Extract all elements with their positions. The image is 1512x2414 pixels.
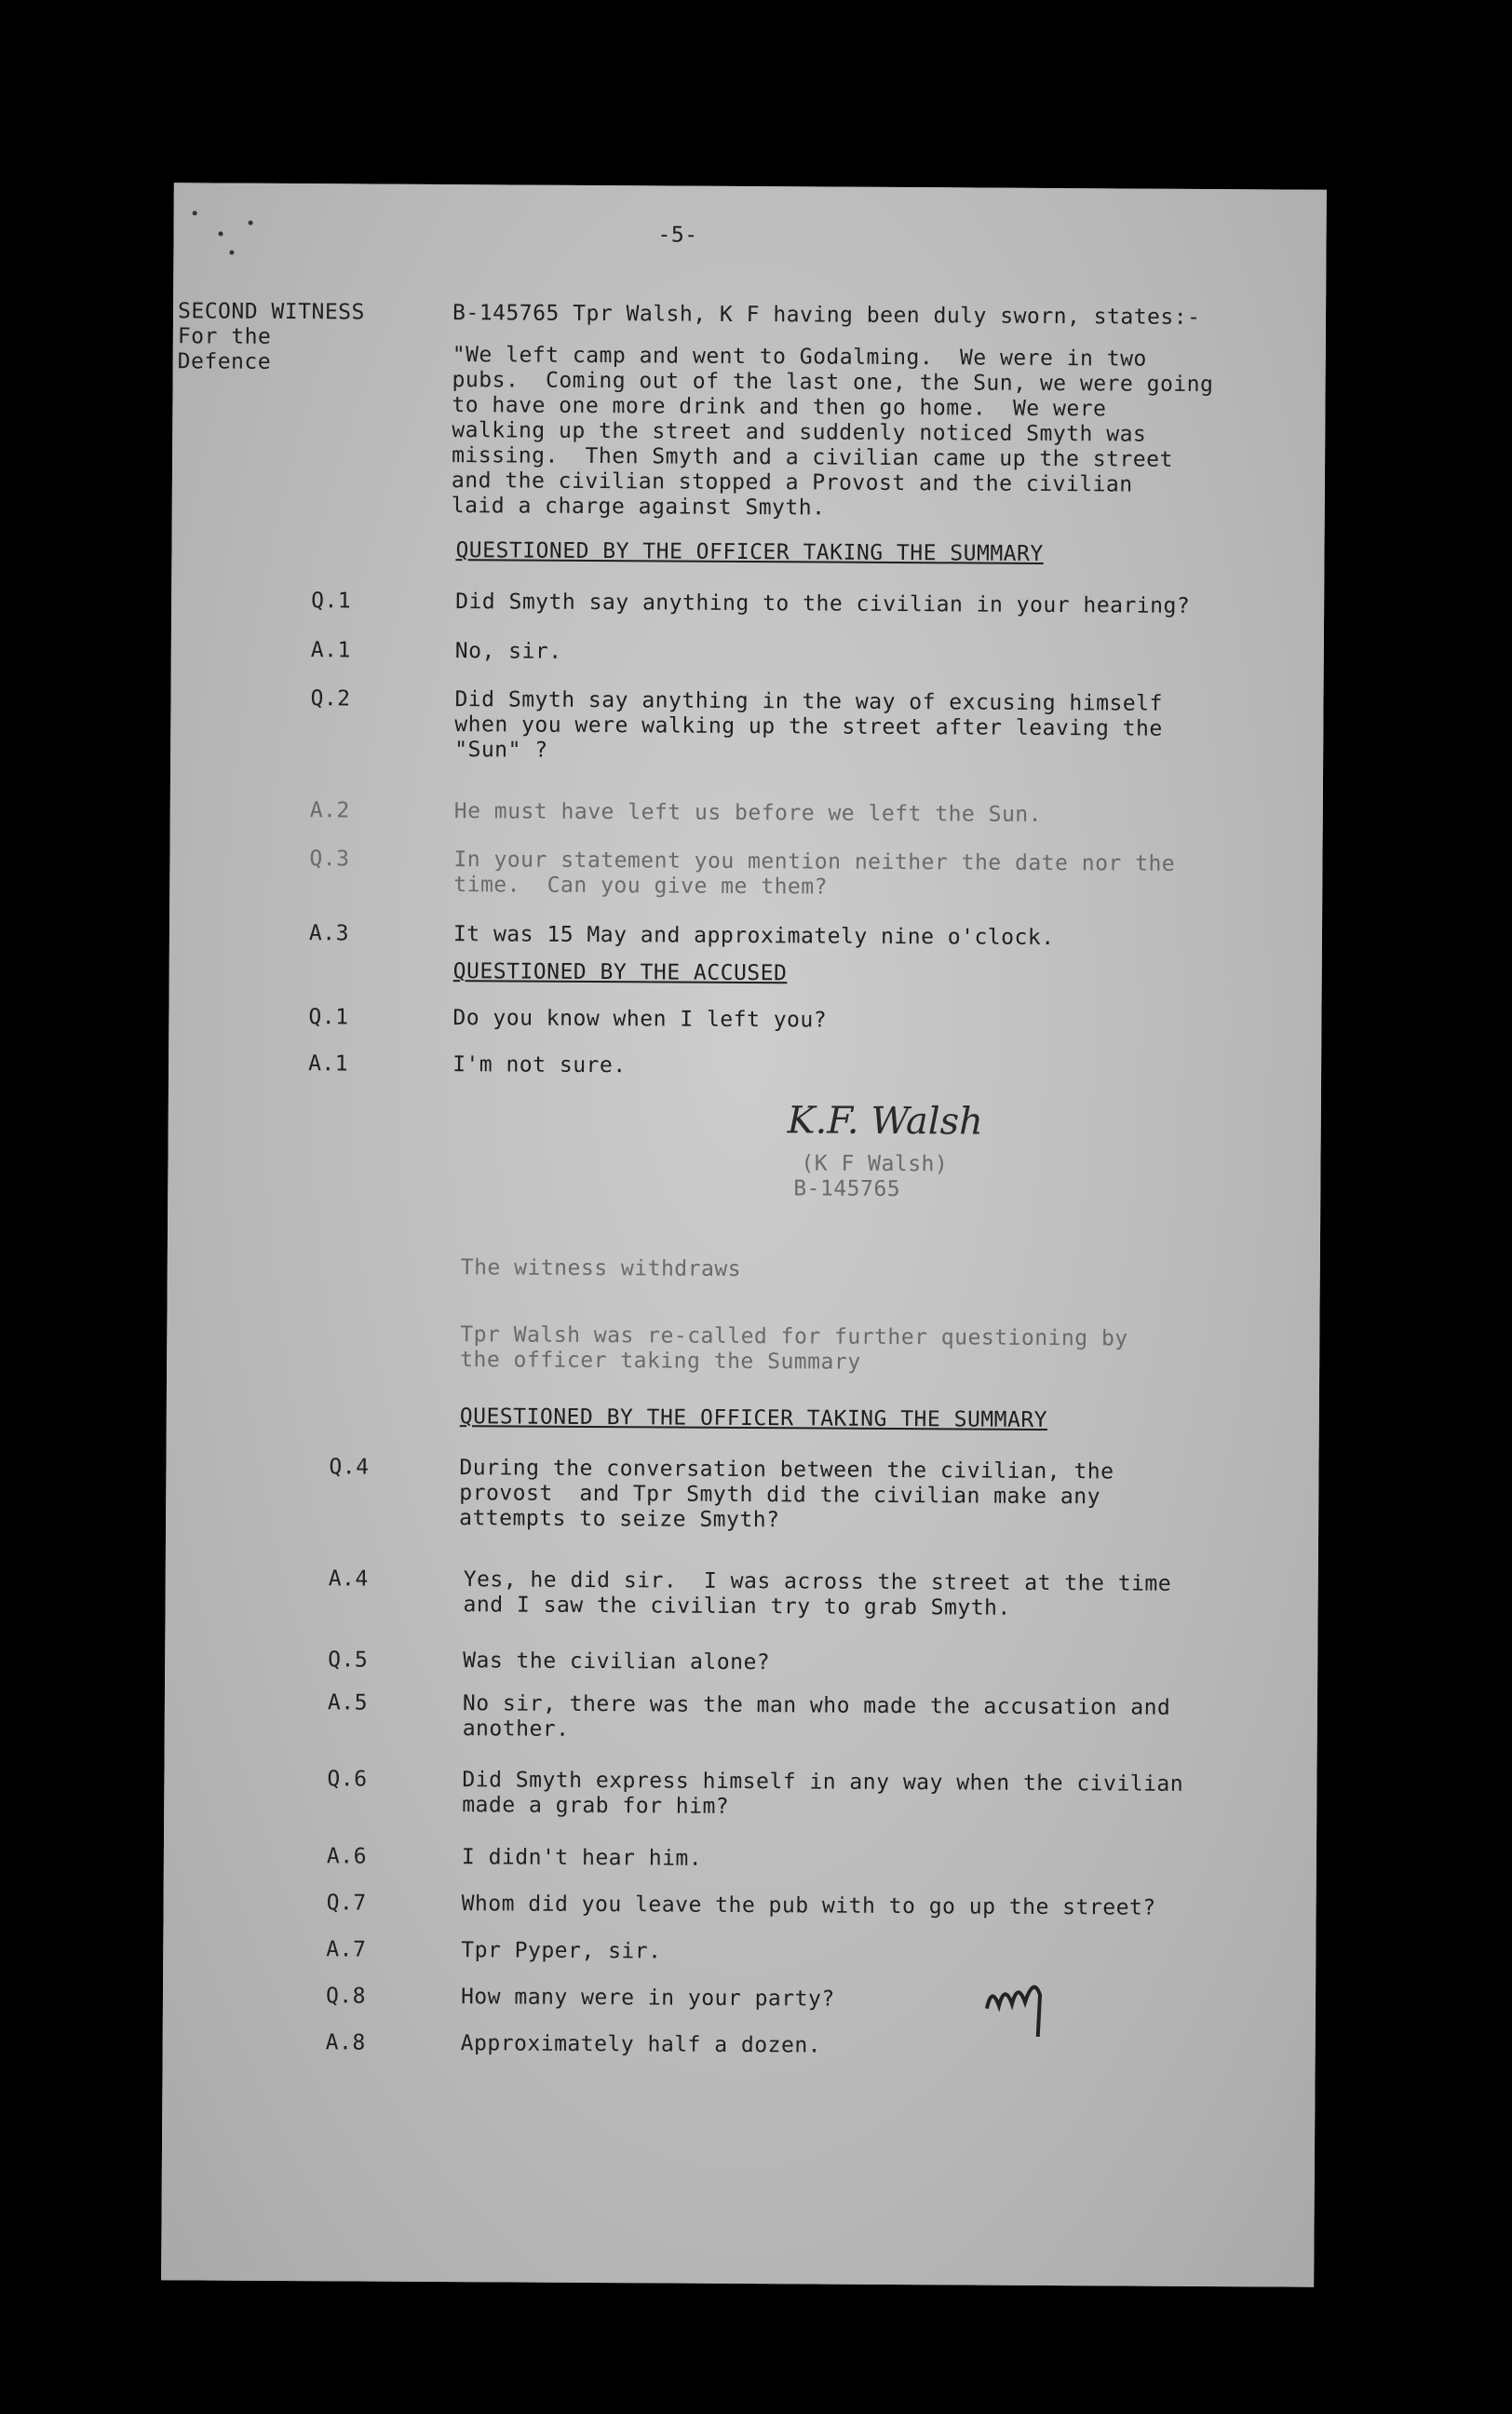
handwritten-signature: K.F. Walsh — [787, 1099, 984, 1144]
qa-label: Q.1 — [311, 589, 352, 614]
statement-line: walking up the street and suddenly noticed Smyth was — [452, 418, 1147, 447]
witness-intro: B-145765 Tpr Walsh, K F having been duly sworn, states:- — [452, 301, 1201, 330]
qa-label: A.6 — [326, 1844, 368, 1869]
qa-label: Q.2 — [310, 686, 351, 712]
qa-text: "Sun" ? — [454, 738, 548, 763]
qa-text: During the conversation between the civilian, the — [459, 1456, 1114, 1485]
qa-text: I didn't hear him. — [461, 1845, 703, 1871]
qa-label: A.5 — [327, 1690, 369, 1716]
qa-text: It was 15 May and approximately nine o'clock. — [452, 922, 1055, 951]
qa-text: when you were walking up the street after leaving the — [454, 712, 1163, 741]
qa-text: Approximately half a dozen. — [460, 2031, 822, 2058]
recalled-note-line1: Tpr Walsh was re-called for further questioning by — [460, 1322, 1128, 1351]
document-page — [161, 183, 1327, 2287]
qa-label: Q.8 — [325, 1984, 367, 2009]
qa-text: another. — [462, 1716, 570, 1742]
qa-text: Was the civilian alone? — [463, 1648, 771, 1675]
qa-text: Yes, he did sir. I was across the street at the time — [463, 1567, 1172, 1596]
qa-label: A.1 — [310, 638, 351, 663]
qa-text: In your statement you mention neither the date nor the — [453, 848, 1176, 876]
qa-text: and I saw the civilian try to grab Smyth. — [463, 1593, 1011, 1621]
statement-line: laid a charge against Smyth. — [451, 494, 826, 521]
qa-text: No, sir. — [454, 639, 562, 664]
margin-heading-line3: Defence — [177, 349, 272, 374]
qa-text: No sir, there was the man who made the accusation and — [462, 1691, 1171, 1720]
qa-text: attempts to seize Smyth? — [459, 1506, 780, 1533]
typed-name: (K F Walsh) — [801, 1151, 949, 1177]
margin-heading-line2: For the — [177, 324, 272, 349]
qa-label: Q.4 — [329, 1455, 370, 1480]
margin-heading-line1: SECOND WITNESS — [177, 299, 365, 325]
qa-label: A.1 — [308, 1051, 349, 1077]
statement-line: "We left camp and went to Godalming. We were in two — [452, 343, 1147, 372]
qa-label: Q.6 — [327, 1767, 368, 1792]
recalled-note-line2: the officer taking the Summary — [460, 1348, 861, 1375]
qa-label: Q.3 — [309, 847, 350, 872]
qa-label: A.8 — [325, 2030, 366, 2055]
qa-label: A.3 — [308, 921, 350, 946]
qa-label: A.4 — [328, 1566, 369, 1592]
statement-line: pubs. Coming out of the last one, the Sun, we were going — [452, 368, 1214, 398]
qa-text: Did Smyth say anything to the civilian in your hearing? — [455, 590, 1191, 618]
qa-label: Q.5 — [328, 1648, 369, 1673]
qa-text: Tpr Pyper, sir. — [461, 1938, 662, 1964]
statement-line: to have one more drink and then go home. We were — [452, 393, 1107, 422]
qa-text: provost and Tpr Smyth did the civilian make any — [459, 1481, 1101, 1510]
qa-text: Do you know when I left you? — [452, 1006, 828, 1033]
witness-withdraws: The witness withdraws — [460, 1255, 742, 1282]
qa-text: Did Smyth say anything in the way of excusing himself — [454, 687, 1163, 716]
qa-label: A.2 — [309, 798, 350, 823]
qa-text: How many were in your party? — [460, 1985, 835, 2012]
section-heading-officer: QUESTIONED BY THE OFFICER TAKING THE SUMMARY — [455, 538, 1044, 566]
qa-label: A.7 — [326, 1937, 367, 1962]
qa-label: Q.1 — [308, 1005, 349, 1030]
qa-text: made a grab for him? — [462, 1793, 730, 1819]
section-heading-accused: QUESTIONED BY THE ACCUSED — [452, 959, 788, 986]
service-number: B-145765 — [793, 1176, 901, 1202]
qa-label: Q.7 — [326, 1891, 367, 1916]
statement-line: missing. Then Smyth and a civilian came up the street — [452, 443, 1173, 472]
qa-text: Did Smyth express himself in any way when the civilian — [462, 1768, 1184, 1797]
qa-text: I'm not sure. — [452, 1052, 627, 1078]
statement-line: and the civilian stopped a Provost and the civilian — [451, 468, 1133, 497]
qa-text: He must have left us before we left the Sun. — [453, 799, 1043, 827]
qa-text: Whom did you leave the pub with to go up the street? — [461, 1892, 1156, 1920]
section-heading-officer-2: QUESTIONED BY THE OFFICER TAKING THE SUMMARY — [459, 1404, 1048, 1432]
qa-text: time. Can you give me them? — [453, 873, 829, 900]
initials-scribble-icon — [982, 1958, 1067, 2042]
page-number: -5- — [657, 223, 698, 248]
